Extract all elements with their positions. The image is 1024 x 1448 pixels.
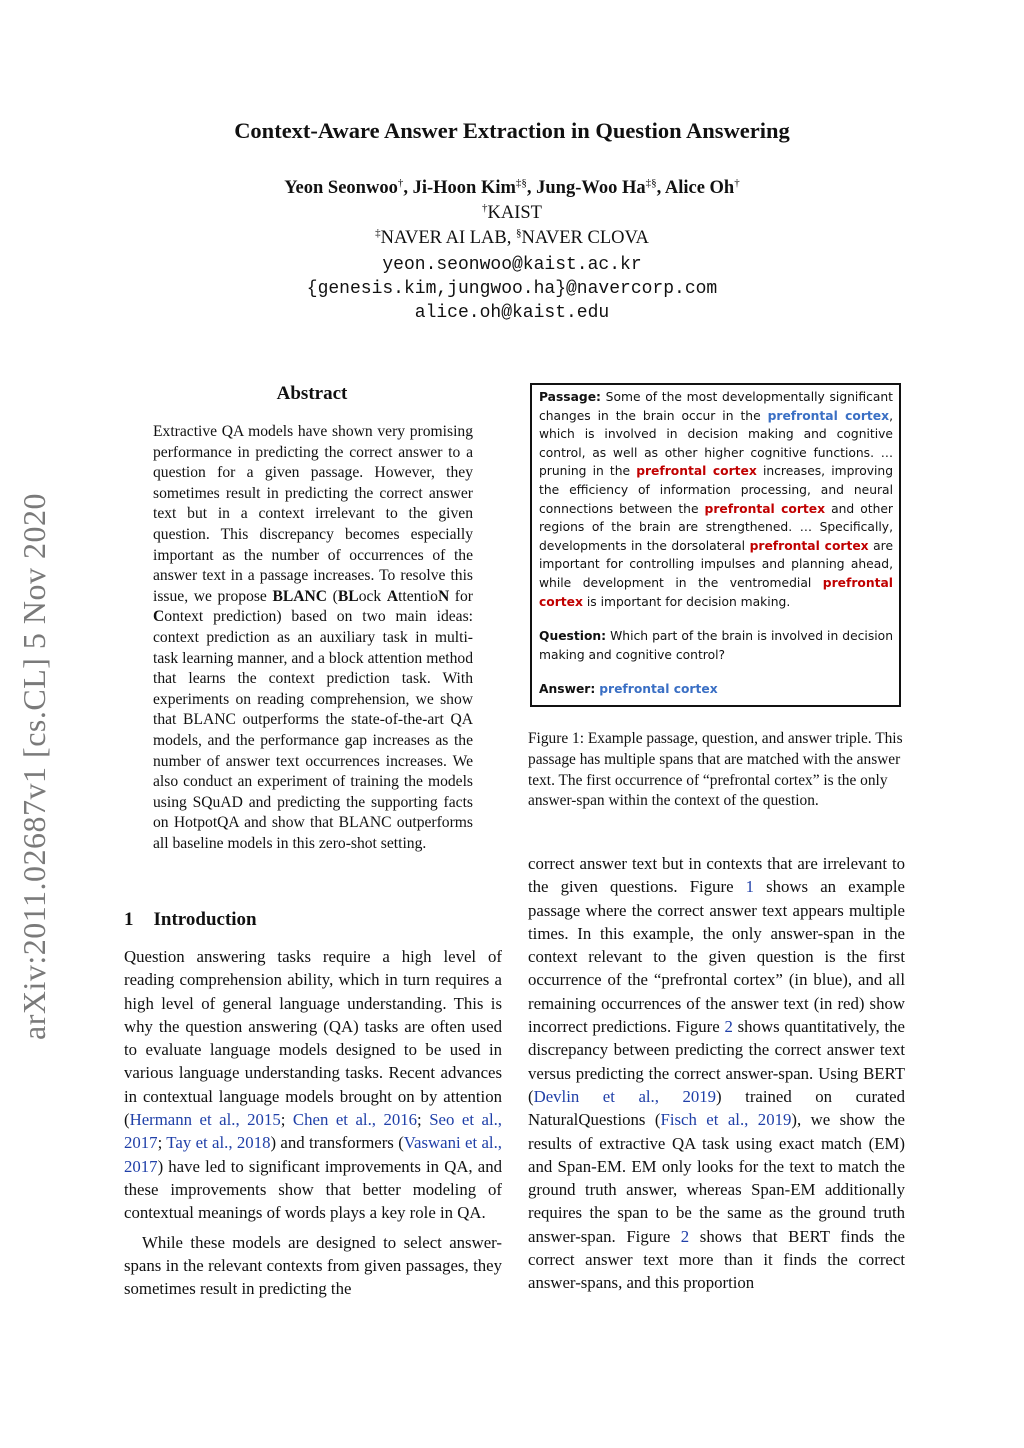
citation-tay[interactable]: Tay et al., 2018: [166, 1133, 271, 1153]
affiliation-mark: †: [482, 202, 488, 214]
affiliation-text: NAVER CLOVA: [521, 228, 649, 248]
intro-paragraph-2: While these models are designed to select answer-spans in the relevant contexts from given passages, they sometimes result in predicting the: [124, 1232, 502, 1299]
passage-text: increases, improving the efficiency of information processing, and neural connections between the: [539, 464, 894, 516]
email-naver: {genesis.kim,jungwoo.ha}@navercorp.com: [306, 279, 718, 299]
intro-left-column: [124, 945, 502, 1300]
affiliation-mark: §: [516, 227, 522, 239]
figure-question: [539, 627, 893, 664]
passage-text: are important for controlling impulses and planning ahead, while development in the ventromedial: [539, 538, 894, 590]
figure-1-caption: Figure 1: Example passage, question, and answer triple. This passage has multiple spans that are matched with the answer text. The first occurrence of “prefrontal cortex” is the only answer-span within the context of the question.: [528, 730, 903, 810]
author-list: Yeon Seonwoo†, Ji-Hoon Kim‡§, Jung-Woo Ha‡§, Alice Oh†: [284, 177, 740, 198]
section-title: Introduction: [153, 909, 257, 930]
body-text: ) and transformers (: [270, 1133, 404, 1153]
body-text: ) trained on curated NaturalQuestions (: [528, 1086, 905, 1130]
answer-text: prefrontal cortex: [599, 682, 718, 697]
affiliation-kaist: [0, 203, 1024, 224]
figure-answer: [539, 680, 893, 699]
author-affiliation-mark: ‡§: [515, 177, 527, 189]
figure-2-reference[interactable]: 2: [680, 1226, 690, 1246]
acronym-rest: ontext: [164, 608, 204, 626]
passage-text: Some of the most developmentally significant changes in the brain occur in the: [539, 390, 893, 423]
abstract-text: prediction) based on two main ideas: context prediction as an auxiliary task in multi-task learning manner, and a block attention method that learns the context prediction task. With experiments on reading comprehension, we show that BLANC outperforms the state-of-the-art QA models, and the performance gap increases as the number of answer text occurrences increases. We also conduct an experiment of training the models using SQuAD and predicting the supporting facts on HotpotQA and show that BLANC outperforms all baseline models in this zero-shot setting.: [153, 608, 473, 852]
author-name: Alice Oh: [664, 178, 735, 198]
answer-span-incorrect: prefrontal cortex: [636, 464, 757, 479]
passage-text: , which is involved in decision making and cognitive control, as well as other higher cognitive functions. … pruning in the: [539, 408, 894, 479]
paper-title: Context-Aware Answer Extraction in Question Answering: [234, 118, 790, 143]
citation-chen[interactable]: Chen et al., 2016: [292, 1110, 418, 1130]
section-number: 1: [124, 909, 134, 930]
acronym-rest: ttentio: [398, 587, 438, 605]
body-text: shows quantitatively, the discrepancy between predicting the correct answer text versus predicting the correct answer-span. Using BERT (: [528, 1017, 905, 1106]
intro-paragraph-1: [124, 945, 502, 1225]
figure-passage: [539, 388, 893, 611]
acronym-letter: BL: [337, 587, 359, 605]
figure-1-box: [530, 383, 901, 707]
abstract-body: [153, 422, 473, 854]
arxiv-identifier: arXiv:2011.02687v1 [cs.CL] 5 Nov 2020: [16, 492, 52, 1040]
question-label: Question:: [539, 629, 607, 644]
answer-span-correct: prefrontal cortex: [767, 408, 890, 423]
body-text: Question answering tasks require a high level of reading comprehension ability, which in turn requires a high level of general language understanding. This is why the question answering (QA) tasks are often used to evaluate language models designed to be used in various language understanding tasks. Recent advances in contextual language models brought on by attention (: [124, 947, 502, 1130]
abstract-text: (: [327, 587, 338, 605]
body-text: shows that BERT finds the correct answer text more than it finds the correct answer-spans, and this proportion: [528, 1226, 905, 1293]
affiliation-text: NAVER AI LAB,: [380, 228, 517, 248]
affiliation-text: KAIST: [487, 203, 542, 223]
body-text: ) have led to significant improvements in QA, and these improvements show that better modeling of contextual meanings of words plays a key role in QA.: [124, 1156, 502, 1223]
passage-text: is important for decision making.: [582, 594, 791, 609]
body-text: ;: [417, 1110, 430, 1130]
answer-span-incorrect: prefrontal cortex: [704, 501, 826, 516]
body-text: ;: [280, 1110, 293, 1130]
author-name: Yeon Seonwoo: [284, 178, 398, 198]
citation-hermann[interactable]: Hermann et al., 2015: [129, 1110, 281, 1130]
author-name: Jung-Woo Ha: [536, 178, 646, 198]
citation-seo[interactable]: Seo et al., 2017: [124, 1110, 502, 1153]
affiliation-naver: [0, 228, 1024, 249]
email-seonwoo: yeon.seonwoo@kaist.ac.kr: [382, 255, 642, 275]
acronym-letter: C: [153, 608, 165, 626]
answer-label: Answer:: [539, 682, 596, 697]
passage-label: Passage:: [539, 390, 601, 404]
citation-devlin[interactable]: Devlin et al., 2019: [533, 1086, 717, 1106]
citation-vaswani[interactable]: Vaswani et al., 2017: [124, 1133, 502, 1176]
acronym-rest: for: [449, 587, 473, 605]
blanc-acronym: BLANC: [272, 587, 328, 605]
section-heading-introduction: [124, 909, 257, 931]
body-text: ;: [157, 1133, 167, 1153]
acronym-letter: A: [386, 587, 399, 605]
body-text: correct answer text but in contexts that are irrelevant to the given questions. Figure: [528, 854, 905, 897]
answer-span-incorrect: prefrontal cortex: [539, 575, 893, 609]
body-text: shows an example passage where the correct answer text appears multiple times. In this example, the only answer-span in the context relevant to the given question is the first occurrence of the “prefrontal cortex” (in blue), and all remaining occurrences of the answer text (in red) show incorrect predictions. Figure: [528, 877, 905, 1037]
intro-right-column: [528, 852, 905, 1295]
abstract-heading: Abstract: [276, 383, 348, 404]
author-name: Ji-Hoon Kim: [412, 178, 516, 198]
affiliation-mark: ‡: [375, 227, 381, 239]
author-affiliation-mark: ‡§: [645, 177, 657, 189]
question-text: Which part of the brain is involved in decision making and cognitive control?: [539, 629, 893, 662]
author-affiliation-mark: †: [734, 177, 740, 189]
figure-1-reference[interactable]: 1: [745, 877, 755, 897]
abstract-text: Extractive QA models have shown very promising performance in predicting the correct answer to a question for a given passage. However, they sometimes result in predicting the correct answer text but in a context irrelevant to the given question. This discrepancy becomes especially important as the number of occurrences of the answer text in a passage increases. To resolve this issue, we propose: [153, 423, 473, 605]
acronym-letter: N: [437, 587, 450, 605]
answer-span-incorrect: prefrontal cortex: [749, 538, 869, 553]
figure-2-reference[interactable]: 2: [724, 1017, 733, 1037]
email-oh: alice.oh@kaist.edu: [414, 303, 610, 323]
acronym-rest: ock: [358, 587, 387, 605]
body-text: ), we show the results of extractive QA task using exact match (EM) and Span-EM. EM only looks for the text to match the ground truth answer, whereas Span-EM additionally requires the span to be the same as the ground truth answer-span. Figure: [528, 1110, 905, 1246]
citation-fisch[interactable]: Fisch et al., 2019: [660, 1110, 792, 1130]
passage-text: and other regions of the brain are strengthened. … Specifically, developments in the dorsolateral: [539, 501, 893, 553]
author-affiliation-mark: †: [397, 177, 404, 189]
